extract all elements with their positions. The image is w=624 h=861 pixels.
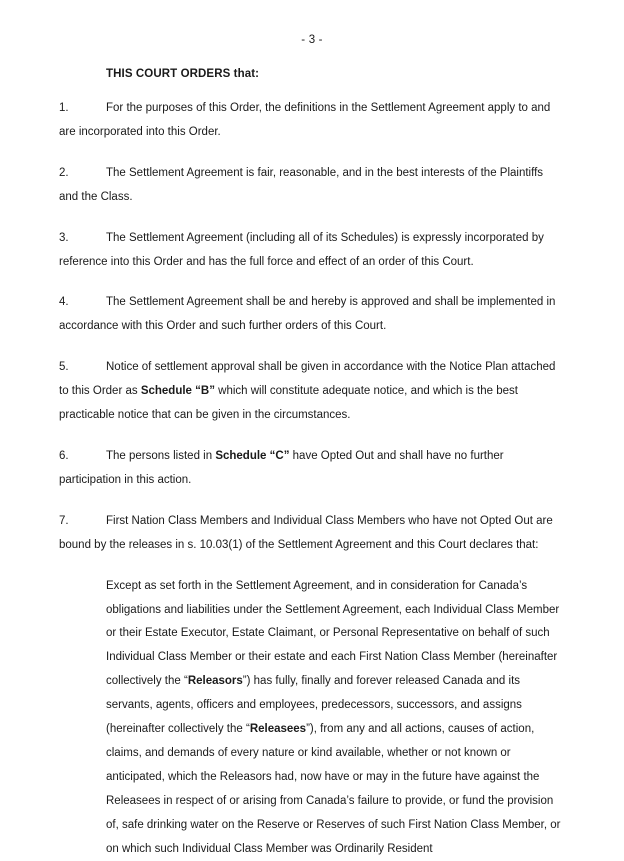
paragraph-text-before: The persons listed in xyxy=(106,449,216,462)
quote-part-3: ”), from any and all actions, causes of action, claims, and demands of every nature or kind available, whether or not known or anticipated, which the Releasors had, now have or may in the future have against the Releasees in respect of or arising from Canada’s failure to provide, or fund the provision of, safe drinking water on the Reserve or Reserves of such First Nation Class Member, or on which such Individual Class Member was Ordinarily Resident xyxy=(106,723,561,855)
ordered-paragraph-3 xyxy=(59,227,565,275)
paragraph-number: 7. xyxy=(59,514,69,527)
paragraph-text: The Settlement Agreement (including all of its Schedules) is expressly incorporated by reference into this Order and has the full force and effect of an order of this Court. xyxy=(59,231,544,268)
quote-part-1: Except as set forth in the Settlement Agreement, and in consideration for Canada’s obligations and liabilities under the Settlement Agreement, each Individual Class Member or their Estate Executor, Estate Claimant, or Personal Representative on behalf of such Individual Class Member or their estate and each First Nation Class Member (hereinafter collectively the “ xyxy=(106,579,560,688)
releasors-term: Releasors xyxy=(187,675,243,688)
ordered-paragraph-6 xyxy=(59,445,565,493)
paragraph-text-after: which will constitute adequate notice, and which is the best practicable notice that can be given in the circumstances. xyxy=(59,385,518,422)
release-block-quote xyxy=(106,575,561,861)
ordered-paragraph-4 xyxy=(59,291,565,339)
paragraph-text-before: Notice of settlement approval shall be given in accordance with the Notice Plan attached to this Order as xyxy=(59,361,556,398)
paragraph-text: The Settlement Agreement shall be and hereby is approved and shall be implemented in accordance with this Order and such further orders of this Court. xyxy=(59,296,556,333)
schedule-c-reference: Schedule “C” xyxy=(215,449,290,462)
document-body xyxy=(59,46,565,861)
schedule-b-reference: Schedule “B” xyxy=(140,385,215,398)
paragraph-text-after: have Opted Out and shall have no further participation in this action. xyxy=(59,449,504,486)
paragraph-number: 4. xyxy=(59,296,69,309)
paragraph-number: 3. xyxy=(59,231,69,244)
paragraph-text xyxy=(59,445,565,493)
quote-part-2: ”) has fully, finally and forever released Canada and its servants, agents, officers and employees, predecessors, successors, and assigns (hereinafter collectively the “ xyxy=(106,675,522,736)
paragraph-number: 1. xyxy=(59,102,69,114)
document-page xyxy=(0,34,624,855)
paragraph-text: First Nation Class Members and Individual Class Members who have not Opted Out are bound by the releases in s. 10.03(1) of the Settlement Agreement and this Court declares that: xyxy=(59,514,553,551)
paragraph-text: For the purposes of this Order, the definitions in the Settlement Agreement apply to and are incorporated into this Order. xyxy=(59,102,551,138)
paragraph-number: 2. xyxy=(59,166,69,179)
ordered-paragraph-7 xyxy=(59,510,565,558)
ordered-paragraph-2 xyxy=(59,162,565,210)
ordered-paragraph-5 xyxy=(59,356,565,428)
page-number: - 3 - xyxy=(301,34,323,46)
paragraph-text: The Settlement Agreement is fair, reasonable, and in the best interests of the Plaintiffs and the Class. xyxy=(59,166,544,203)
paragraph-number: 6. xyxy=(59,449,69,462)
ordered-paragraph-1 xyxy=(59,97,565,145)
paragraph-text xyxy=(59,356,565,428)
page-title: THIS COURT ORDERS that: xyxy=(106,68,260,80)
releasees-term: Releasees xyxy=(249,723,307,736)
paragraph-number: 5. xyxy=(59,361,69,374)
